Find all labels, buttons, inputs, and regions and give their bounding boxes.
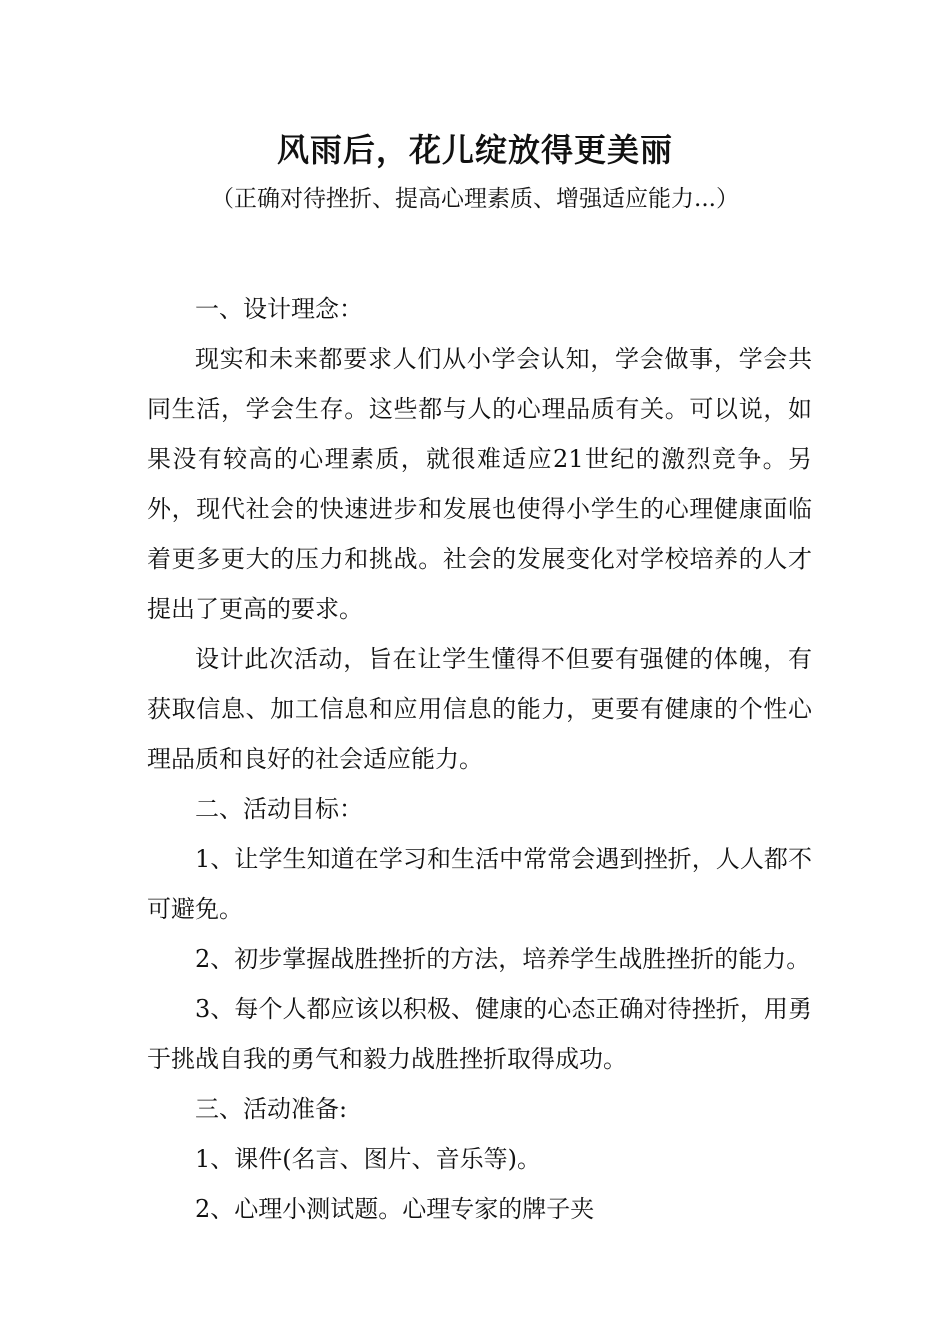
section-heading-activity-goals: 二、活动目标：	[195, 795, 363, 823]
document-title: 风雨后，花儿绽放得更美丽	[276, 131, 673, 169]
paragraph-activity-purpose: 设计此次活动，旨在让学生懂得不但要有强健的体魄，有获取信息、加工信息和应用信息的能力，更要有健康的个性心理品质和良好的社会适应能力。	[147, 645, 812, 773]
list-item-preparation-2: 2、心理小测试题。心理专家的牌子夹	[195, 1195, 595, 1223]
section-heading-activity-preparation: 三、活动准备:	[195, 1095, 348, 1123]
list-item-goal-1: 1、让学生知道在学习和生活中常常会遇到挫折，人人都不可避免。	[147, 845, 812, 923]
section-heading-design-concept: 一、设计理念：	[195, 295, 363, 323]
list-item-goal-2: 2、初步掌握战胜挫折的方法，培养学生战胜挫折的能力。	[195, 945, 811, 973]
list-item-goal-3: 3、每个人都应该以积极、健康的心态正确对待挫折，用勇于挑战自我的勇气和毅力战胜挫折取得成功。	[147, 995, 812, 1073]
paragraph-design-concept: 现实和未来都要求人们从小学会认知，学会做事，学会共同生活，学会生存。这些都与人的心理品质有关。可以说，如果没有较高的心理素质，就很难适应21世纪的激烈竞争。另外，现代社会的快速进步和发展也使得小学生的心理健康面临着更多更大的压力和挑战。社会的发展变化对学校培养的人才提出了更高的要求。	[147, 345, 812, 623]
list-item-preparation-1: 1、课件(名言、图片、音乐等)。	[195, 1145, 541, 1173]
document-body	[147, 284, 812, 1234]
document-subtitle: （正确对待挫折、提高心理素质、增强适应能力...）	[211, 186, 739, 212]
